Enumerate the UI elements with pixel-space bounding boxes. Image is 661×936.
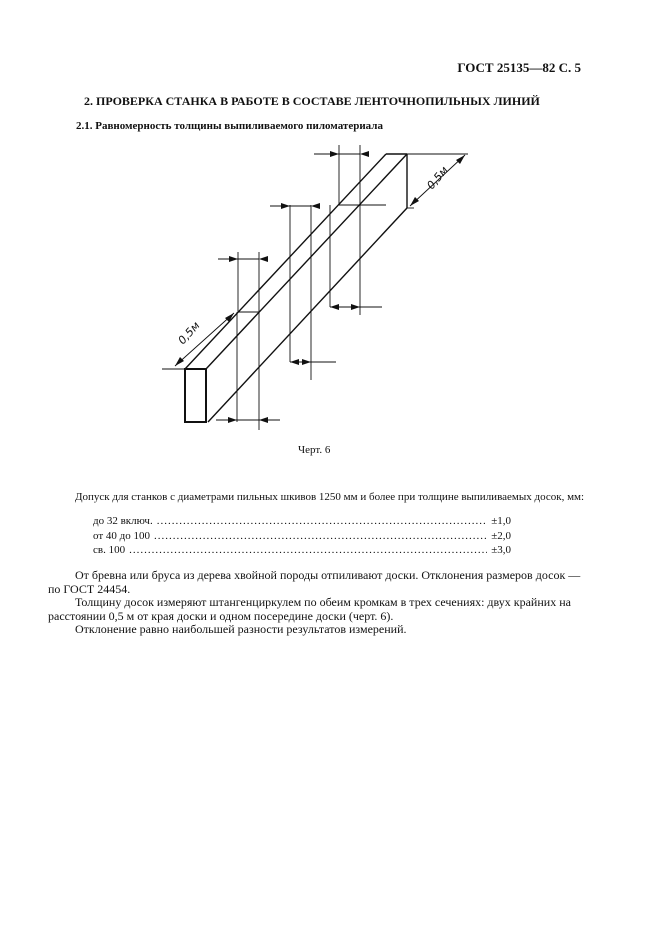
tolerance-row <box>93 544 511 556</box>
dimension-label-top: 0,5м <box>424 163 451 192</box>
board-measurement-drawing <box>150 140 490 440</box>
dot-leader <box>129 544 487 556</box>
tolerance-row <box>93 515 511 527</box>
tolerance-intro: Допуск для станков с диаметрами пильных шкивов 1250 мм и более при толщине выпиливаемых досок, мм: <box>75 491 585 503</box>
paragraph-boards: От бревна или бруса из дерева хвойной породы отпиливают доски. Отклонения размеров досок — по ГОСТ 24454. <box>48 568 581 596</box>
paragraph-measurement: Толщину досок измеряют штангенциркулем по обеим кромкам в трех сечениях: двух крайних на расстоянии 0,5 м от края доски и одном посередине доски (черт. 6). <box>48 595 571 623</box>
tolerance-value: ±1,0 <box>491 515 511 527</box>
dimension-label-left: 0,5м <box>175 319 203 348</box>
dot-leader <box>157 515 487 527</box>
dot-leader <box>154 530 487 542</box>
dimension-arrowheads <box>175 151 465 423</box>
tolerance-range: св. 100 <box>93 544 126 556</box>
tolerance-row <box>93 530 511 542</box>
tolerance-value: ±2,0 <box>491 530 511 542</box>
page-header: ГОСТ 25135—82 С. 5 <box>457 60 581 75</box>
subsection-title: 2.1. Равномерность толщины выпиливаемого пиломатериала <box>76 120 383 132</box>
board-outline <box>185 154 407 422</box>
paragraph-deviation: Отклонение равно наибольшей разности результатов измерений. <box>75 622 407 636</box>
tolerance-value: ±3,0 <box>491 544 511 556</box>
tolerance-range: от 40 до 100 <box>93 530 151 542</box>
measurement-lines <box>162 145 468 430</box>
section-title: 2. ПРОВЕРКА СТАНКА В РАБОТЕ В СОСТАВЕ ЛЕНТОЧНОПИЛЬНЫХ ЛИНИЙ <box>84 94 540 108</box>
tolerance-range: до 32 включ. <box>93 515 153 527</box>
figure-caption: Черт. 6 <box>298 444 331 456</box>
